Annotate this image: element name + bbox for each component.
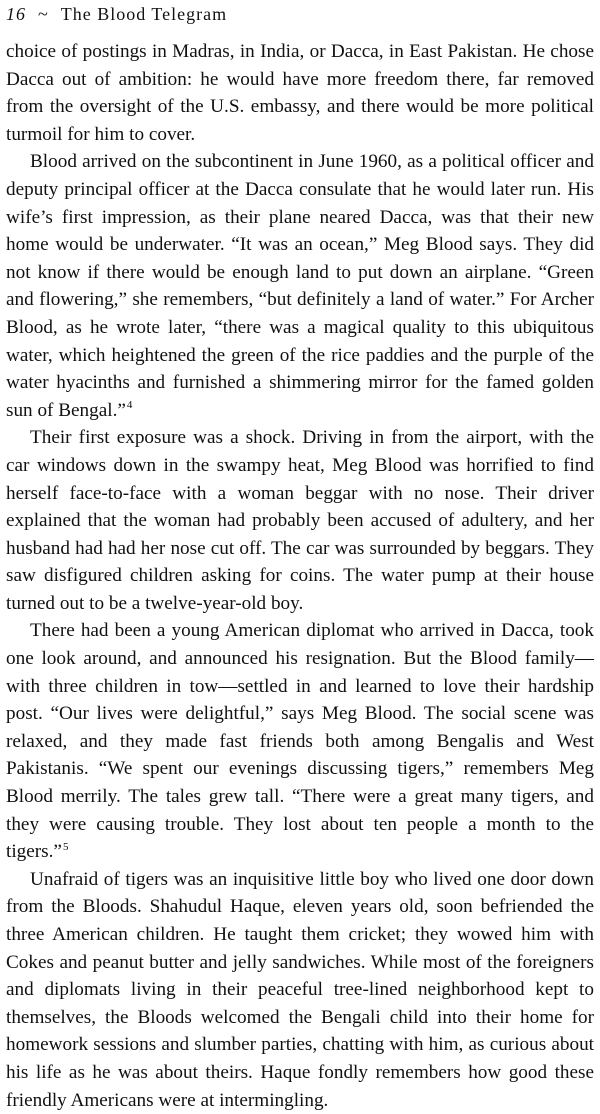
paragraph-text: Blood arrived on the subcontinent in June 1960, as a political officer and deputy principal officer at the Dacca consulate that he would later run. His wife’s first impression, as their plane neared Dacca, was that their new home would be underwater. “It was an ocean,” Meg Blood says. They did not know if there would be enough land to put down an airplane. “Green and flowering,” she remembers, “but definitely a land of water.” For Archer Blood, as he wrote later, “there was a magical quality to this ubiquitous water, which heightened the green of the rice paddies and the purple of the water hyacinths and furnished a shimmering mirror for the famed golden sun of Bengal.” bbox=[6, 151, 594, 421]
paragraph-text: choice of postings in Madras, in India, or Dacca, in East Pakistan. He chose Dacca out of ambition: he would have more freedom there, far removed from the oversight of the U.S. embassy, and there would be more political turmoil for him to cover. bbox=[6, 41, 594, 145]
running-head bbox=[6, 0, 594, 28]
ornament-icon: ~ bbox=[38, 3, 49, 24]
body-text bbox=[6, 38, 594, 1114]
book-title: The Blood Telegram bbox=[60, 3, 228, 24]
paragraph bbox=[6, 617, 594, 865]
page-number: 16 bbox=[6, 3, 26, 24]
paragraph bbox=[6, 148, 594, 424]
paragraph-text: Unafraid of tigers was an inquisitive little boy who lived one door down from the Bloods. Shahudul Haque, eleven years old, soon befriended the three American children. He taught them cricket; they wowed him with Cokes and peanut butter and jelly sandwiches. While most of the foreigners and diplomats living in their peaceful tree-lined neighborhood kept to themselves, the Bloods welcomed the Bengali child into their home for homework sessions and slumber parties, chatting with him, as curious about his life as he was about theirs. Haque fondly remembers how good these friendly Americans were at intermingling. bbox=[6, 868, 594, 1111]
footnote-marker: 4 bbox=[126, 399, 133, 412]
paragraph bbox=[6, 866, 594, 1114]
paragraph bbox=[6, 424, 594, 617]
paragraph-text: Their first exposure was a shock. Driving in from the airport, with the car windows down in the swampy heat, Meg Blood was horrified to find herself face-to-face with a woman beggar with no nose. Their driver explained that the woman had probably been accused of adultery, and her husband had had her nose cut off. The car was surrounded by beggars. They saw disfigured children asking for coins. The water pump at their house turned out to be a twelve-year-old boy. bbox=[6, 427, 594, 614]
paragraph bbox=[6, 38, 594, 148]
footnote-marker: 5 bbox=[62, 840, 69, 853]
paragraph-text: There had been a young American diplomat who arrived in Dacca, took one look around, and announced his resignation. But the Blood family—with three children in tow—settled in and learned to love their hardship post. “Our lives were delightful,” says Meg Blood. The social scene was relaxed, and they made fast friends both among Bengalis and West Pakistanis. “We spent our evenings discussing tigers,” remembers Meg Blood merrily. The tales grew tall. “There were a great many tigers, and they were causing trouble. They lost about ten people a month to the tigers.” bbox=[6, 620, 594, 863]
